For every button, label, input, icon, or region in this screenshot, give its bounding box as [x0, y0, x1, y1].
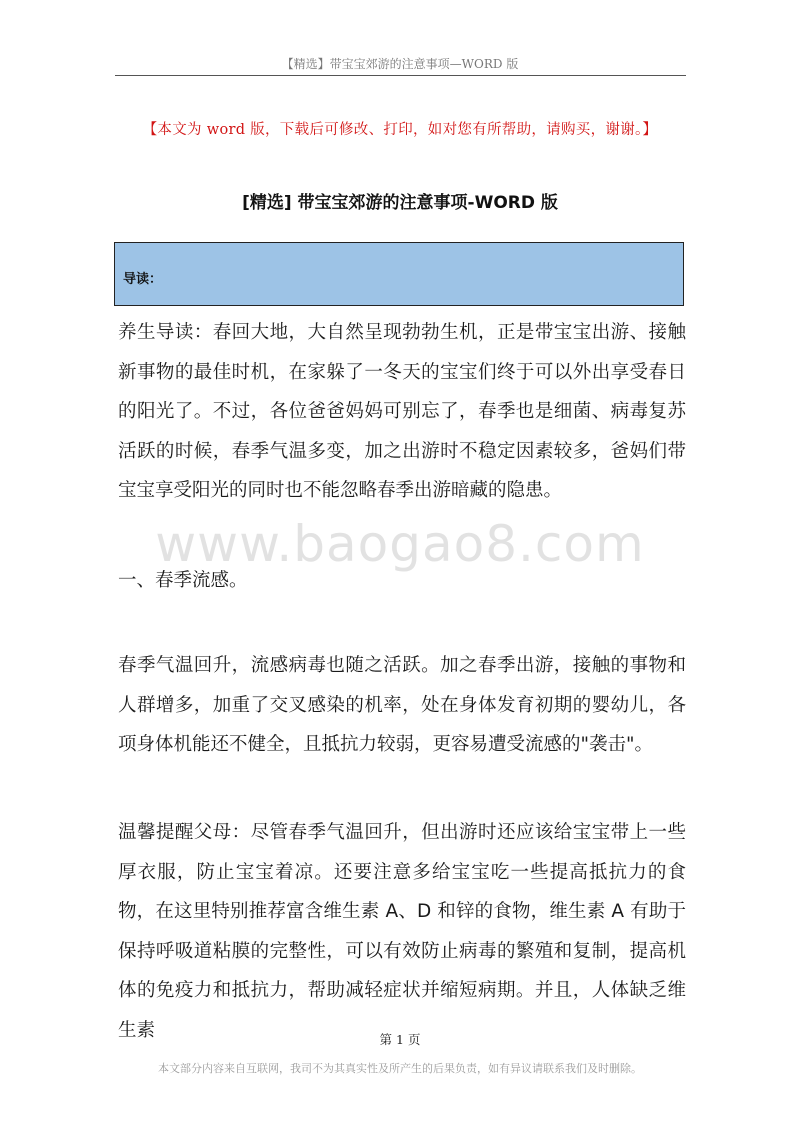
footer-disclaimer: 本文部分内容来自互联网，我司不为其真实性及所产生的后果负责，如有异议请联系我们及时删除。 — [158, 1062, 642, 1075]
running-header: 【精选】带宝宝郊游的注意事项—WORD 版 — [281, 57, 519, 71]
guide-label: 导读： — [123, 272, 163, 287]
purchase-notice: 【本文为 word 版，下载后可修改、打印，如对您有所帮助，请购买，谢谢。】 — [142, 122, 658, 138]
reminder-paragraph: 温馨提醒父母：尽管春季气温回升，但出游时还应该给宝宝带上一些厚衣服，防止宝宝着凉。还要注意多给宝宝吃一些提高抵抗力的食物，在这里特别推荐富含维生素 A、D 和锌的食物，维生素 A 有助于保持呼吸道粘膜的完整性，可以有效防止病毒的繁殖和复制，提高机体的免疫力和抵抗力，帮助减轻症状并缩短病期。并且，人体缺乏维生素 — [118, 822, 686, 1041]
document-title: [精选] 带宝宝郊游的注意事项-WORD 版 — [242, 193, 558, 213]
section-heading: 一、春季流感。 — [118, 570, 248, 591]
section-paragraph: 春季气温回升，流感病毒也随之活跃。加之春季出游，接触的事物和人群增多，加重了交叉感染的机率，处在身体发育初期的婴幼儿，各项身体机能还不健全，且抵抗力较弱，更容易遭受流感的"袭击"。 — [118, 655, 686, 755]
intro-paragraph: 养生导读：春回大地，大自然呈现勃勃生机，正是带宝宝出游、接触新事物的最佳时机，在家躲了一冬天的宝宝们终于可以外出享受春日的阳光了。不过，各位爸爸妈妈可别忘了，春季也是细菌、病毒复苏活跃的时候，春季气温多变，加之出游时不稳定因素较多，爸妈们带宝宝享受阳光的同时也不能忽略春季出游暗藏的隐患。 — [118, 322, 686, 501]
page-number: 第 1 页 — [379, 1032, 421, 1047]
header-divider — [115, 75, 686, 76]
watermark: www.baogao8.com — [155, 515, 645, 573]
guide-box — [114, 242, 684, 306]
